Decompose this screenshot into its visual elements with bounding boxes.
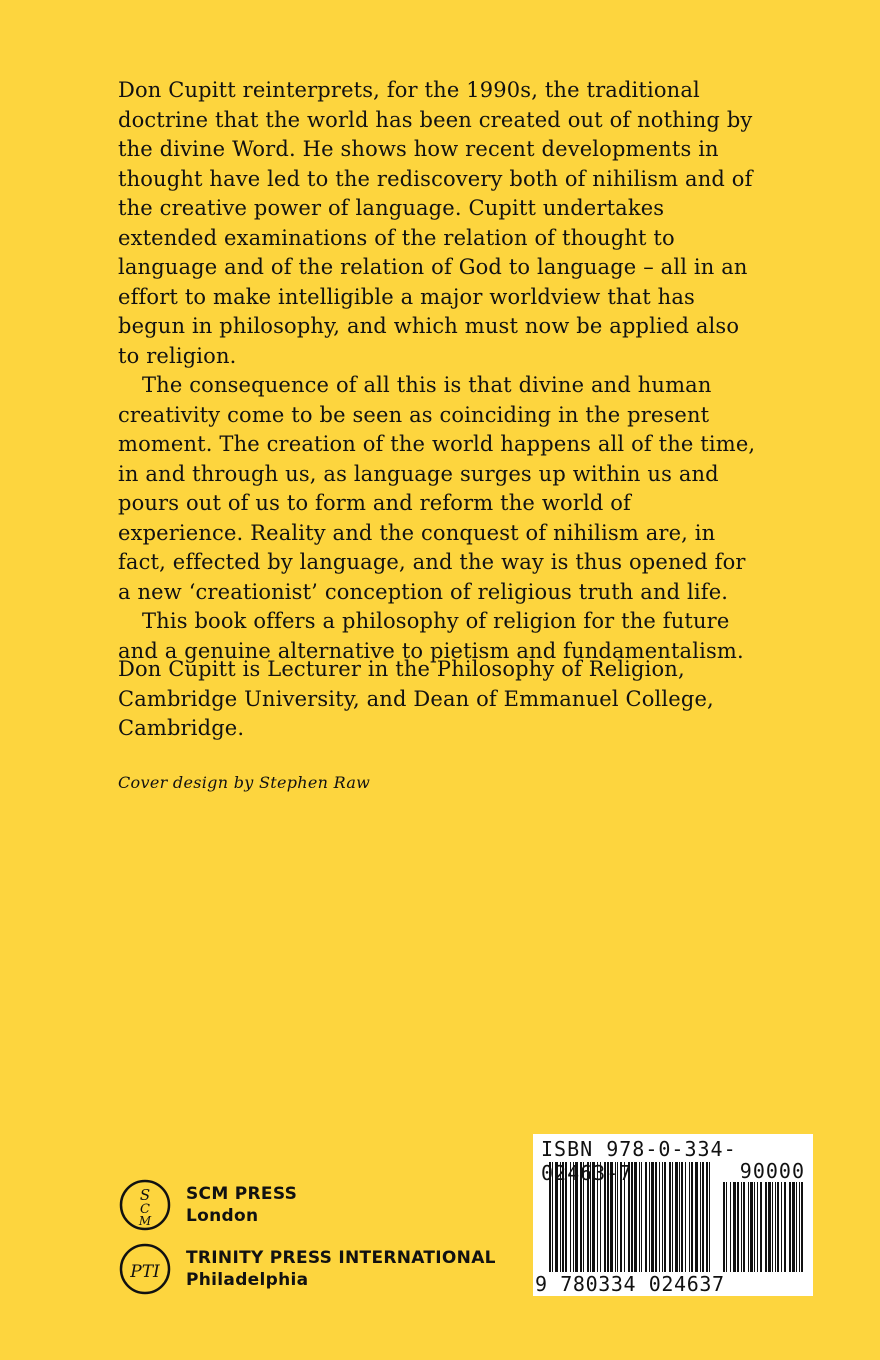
barcode-bar — [775, 1182, 776, 1272]
tpi-logo-icon — [118, 1242, 172, 1296]
svg-text:M: M — [138, 1214, 152, 1228]
barcode-bar — [784, 1182, 786, 1272]
scm-press-city: London — [186, 1206, 259, 1226]
scm-logo-icon — [118, 1178, 172, 1232]
barcode-bar — [760, 1182, 762, 1272]
barcode-bar — [748, 1182, 749, 1272]
author-bio: Don Cupitt is Lecturer in the Philosophy of Religion, Cambridge University, and Dean of Emmanuel College, Cambridge. — [118, 657, 714, 740]
barcode-bar — [726, 1182, 727, 1272]
barcode-bar — [741, 1182, 742, 1272]
barcode-bar — [765, 1182, 767, 1272]
barcode-bar — [733, 1182, 736, 1272]
barcode-bar — [754, 1182, 755, 1272]
barcode-bar — [730, 1182, 731, 1272]
blurb-paragraph-3: This book offers a philosophy of religion for the future and a genuine alternative to pietism and fundamentalism. — [118, 609, 744, 663]
svg-text:C: C — [140, 1202, 150, 1217]
barcode-bar — [789, 1182, 791, 1272]
blurb-paragraph-1: Don Cupitt reinterprets, for the 1990s, the traditional doctrine that the world has been created out of nothing by the divine Word. He shows how recent developments in thought have led to the rediscovery both of nihilism and of the creative power of language. Cupitt undertakes extended examinations of the relation of thought to language and of the relation of God to language – all in an effort to make intelligible a major worldview that has begun in philosophy, and which must now be applied also to religion. — [118, 78, 753, 368]
barcode-bar — [772, 1182, 773, 1272]
barcode-bar — [796, 1182, 797, 1272]
svg-text:PTI: PTI — [130, 1262, 160, 1282]
publisher-tpi — [118, 1242, 496, 1296]
blurb-paragraph-2: The consequence of all this is that divine and human creativity come to be seen as coinciding in the present moment. The creation of the world happens all of the time, in and through us, as language surges up within us and pours out of us to form and reform the world of experience. Reality and the conquest of nihilism are, in fact, effected by language, and the way is thus opened for a new ‘creationist’ conception of religious truth and life. — [118, 373, 756, 604]
barcode-bar — [757, 1182, 758, 1272]
isbn-label: ISBN 978-0-334-02463-7 — [541, 1137, 737, 1185]
barcode-bar — [768, 1182, 771, 1272]
barcode-bar — [777, 1182, 779, 1272]
barcode-bar — [723, 1182, 725, 1272]
barcode-bar — [743, 1182, 745, 1272]
svg-text:S: S — [139, 1186, 151, 1204]
barcode — [533, 1134, 813, 1296]
barcode-bar — [750, 1182, 753, 1272]
ean-digits: 9 780334 024637 — [535, 1272, 725, 1296]
barcode-bar — [801, 1182, 803, 1272]
cover-credit: Cover design by Stephen Raw — [118, 773, 371, 792]
publisher-scm — [118, 1178, 297, 1232]
tpi-name: TRINITY PRESS INTERNATIONAL — [186, 1248, 496, 1268]
scm-press-name: SCM PRESS — [186, 1184, 298, 1204]
barcode-addon-code: 90000 — [739, 1159, 805, 1183]
barcode-bar — [799, 1182, 800, 1272]
barcode-bar — [792, 1182, 795, 1272]
blurb — [118, 76, 758, 666]
tpi-city: Philadelphia — [186, 1270, 309, 1290]
barcode-bar — [737, 1182, 739, 1272]
barcode-bar — [781, 1182, 782, 1272]
